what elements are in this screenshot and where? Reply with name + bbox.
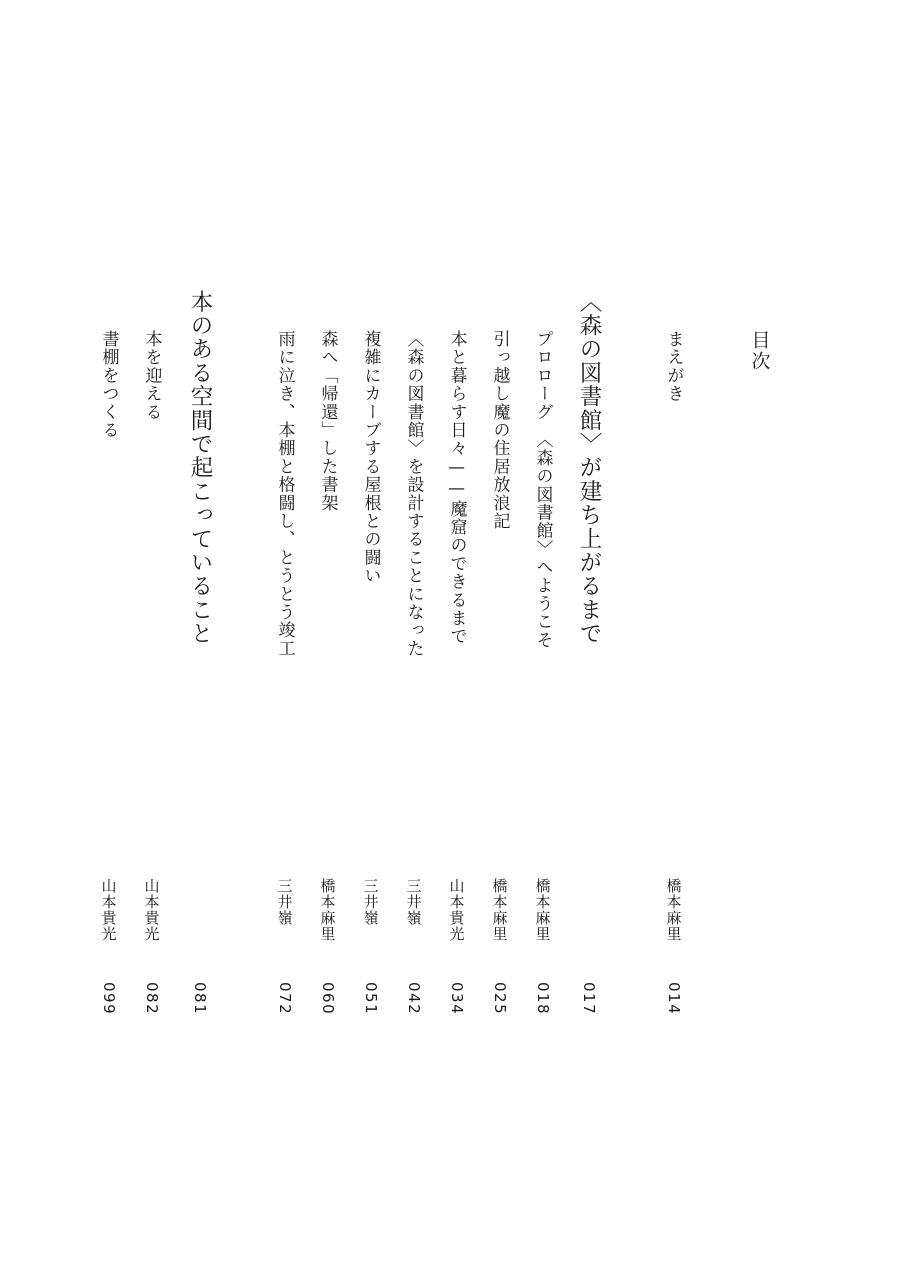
toc-heading-column [745, 330, 775, 372]
entry-title: プロローグ 〈森の図書館〉へようこそ [532, 330, 553, 650]
entry-title: 本と暮らす日々——魔窟のできるまで [446, 330, 467, 646]
entry-page-number: 072 [276, 982, 294, 1016]
toc-section[interactable] [183, 290, 217, 1016]
entry-title: 雨に泣き、本棚と格闘し、とうとう竣工 [274, 330, 295, 658]
entry-page-number: 025 [491, 982, 509, 1016]
toc-entry[interactable] [139, 330, 165, 1016]
toc-entry[interactable] [530, 330, 556, 1016]
entry-author: 山本貴光 [99, 878, 118, 942]
section-page-number: 081 [191, 982, 209, 1016]
entry-page-number: 034 [448, 982, 466, 1016]
entry-title: 本を迎える [141, 330, 162, 421]
entry-author: 橋本麻里 [490, 878, 509, 942]
entry-page-number: 099 [100, 982, 118, 1016]
toc-entry[interactable] [661, 330, 687, 1016]
section-title: 本のある空間で起こっていること [187, 290, 213, 646]
entry-author: 橋本麻里 [533, 878, 552, 942]
entry-page-number: 018 [534, 982, 552, 1016]
entry-title: 引っ越し魔の住居放浪記 [489, 330, 510, 531]
entry-page-number: 082 [143, 982, 161, 1016]
entry-title: 森へ「帰還」した書架 [317, 330, 338, 512]
entry-title: まえがき [663, 330, 684, 403]
entry-page-number: 060 [319, 982, 337, 1016]
toc-entry[interactable] [96, 330, 122, 1016]
entry-title: 〈森の図書館〉を設計することになった [403, 330, 424, 658]
entry-title: 複雑にカーブする屋根との闘い [360, 330, 381, 585]
entry-title: 書棚をつくる [98, 330, 119, 440]
entry-page-number: 051 [362, 982, 380, 1016]
entry-author: 橋本麻里 [664, 878, 683, 942]
entry-author: 三井嶺 [404, 878, 423, 926]
entry-author: 三井嶺 [361, 878, 380, 926]
toc-section[interactable] [572, 290, 606, 1016]
entry-author: 橋本麻里 [318, 878, 337, 942]
section-title: 〈森の図書館〉が建ち上がるまで [576, 290, 602, 646]
toc-entry[interactable] [315, 330, 341, 1016]
toc-entry[interactable] [272, 330, 298, 1016]
toc-entry[interactable] [401, 330, 427, 1016]
section-page-number: 017 [580, 982, 598, 1016]
entry-author: 山本貴光 [447, 878, 466, 942]
toc-entry[interactable] [444, 330, 470, 1016]
entry-author: 三井嶺 [275, 878, 294, 926]
entry-page-number: 014 [665, 982, 683, 1016]
entry-author: 山本貴光 [142, 878, 161, 942]
toc-entry[interactable] [487, 330, 513, 1016]
entry-page-number: 042 [405, 982, 423, 1016]
toc-title: 目次 [748, 330, 771, 372]
toc-entry[interactable] [358, 330, 384, 1016]
